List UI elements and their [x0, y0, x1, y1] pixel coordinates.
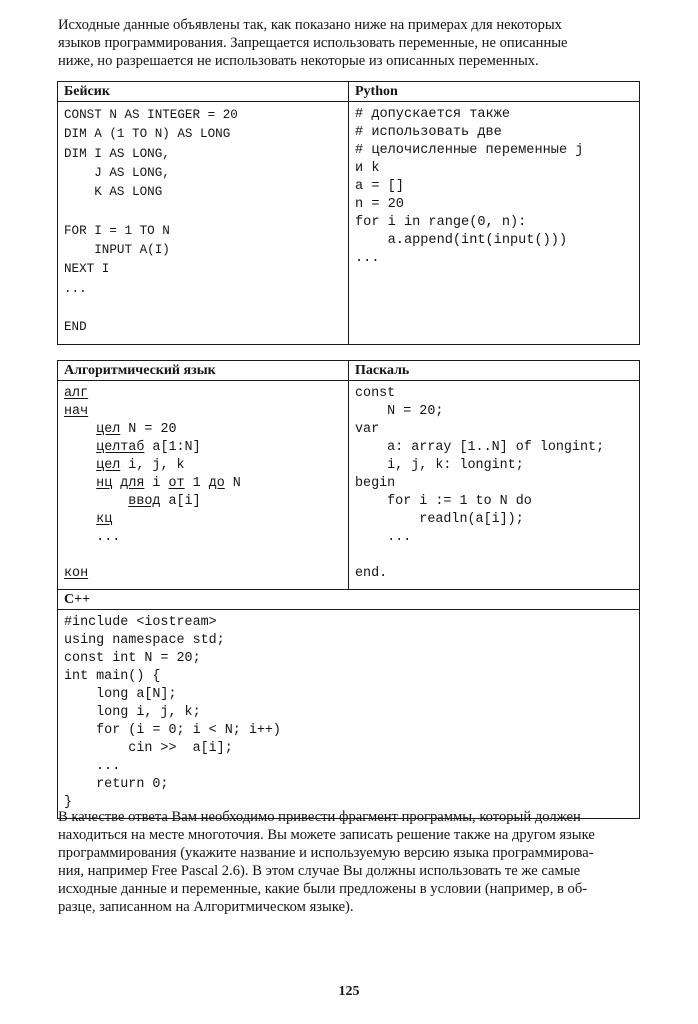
intro-line: ниже, но разрешается не использовать некоторые из описанных переменных.: [58, 53, 539, 69]
header-algo: Алгоритмический язык: [58, 361, 349, 381]
algo-code-cell: [58, 381, 349, 590]
code-table-algo-pascal-cpp: [57, 360, 640, 819]
cpp-code-cell: [58, 610, 640, 819]
header-pascal: Паскаль: [349, 361, 640, 381]
page-number: 125: [338, 984, 360, 999]
outro-line: исходные данные и переменные, какие были предложены в условии (например, в об-: [58, 881, 588, 897]
header-basic: Бейсик: [58, 82, 349, 102]
algo-code: алг нач цел N = 20 целтаб a[1:N] цел i, j, k нц для i от 1 до N ввод a[i] кц ... кон: [64, 386, 241, 581]
basic-code-cell: [58, 102, 349, 345]
header-python: Python: [349, 82, 640, 102]
outro-line: ния, например Free Pascal 2.6). В этом случае Вы должны использовать те же самые: [58, 863, 581, 879]
intro-line: языков программирования. Запрещается использовать переменные, не описанные: [58, 35, 568, 51]
basic-code: CONST N AS INTEGER = 20 DIM A (1 TO N) AS LONG DIM I AS LONG, J AS LONG, K AS LONG FOR I = 1 TO N INPUT A(I) NEXT I ... END: [64, 108, 238, 335]
outro-line: разце, записанном на Алгоритмическом языке).: [58, 899, 354, 915]
outro-line: В качестве ответа Вам необходимо привести фрагмент программы, который должен: [58, 809, 581, 825]
intro-line: Исходные данные объявлены так, как показано ниже на примерах для некоторых: [58, 17, 562, 33]
pascal-code: const N = 20; var a: array [1..N] of longint; i, j, k: longint; begin for i := 1 to N do readln(a[i]); ... end.: [355, 386, 605, 581]
python-code: # допускается также # использовать две # целочисленные переменные j и k a = [] n = 20 for i in range(0, n): a.append(int(input())) ...: [355, 107, 584, 266]
code-table-basic-python: [57, 81, 640, 345]
cpp-code: #include <iostream> using namespace std; const int N = 20; int main() { long a[N]; long i, j, k; for (i = 0; i < N; i++) cin >> a[i]; ... return 0; }: [64, 615, 281, 810]
pascal-code-cell: [349, 381, 640, 590]
intro-paragraph: [58, 16, 642, 70]
outro-line: находиться на месте многоточия. Вы можете записать решение также на другом языке: [58, 827, 595, 843]
header-cpp: C++: [58, 590, 640, 610]
python-code-cell: [349, 102, 640, 345]
outro-line: программирования (укажите название и используемую версию языка программирова-: [58, 845, 594, 861]
outro-paragraph: [58, 808, 642, 916]
